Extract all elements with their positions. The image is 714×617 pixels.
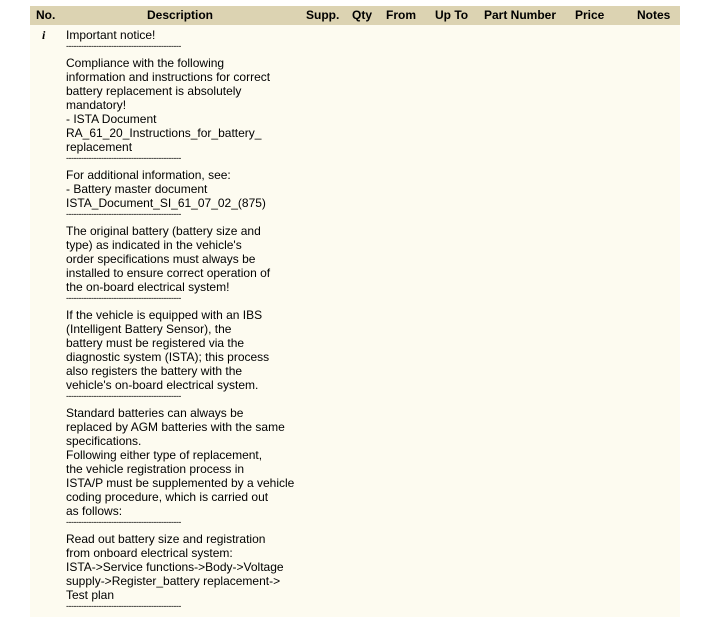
description-line: ISTA/P must be supplemented by a vehicle — [66, 476, 295, 490]
description-line: specifications. — [66, 434, 142, 448]
header-part-number: Part Number — [484, 8, 557, 22]
description-line: supply->Register_battery replacement-> — [66, 574, 281, 588]
description-line: from onboard electrical system: — [66, 546, 233, 560]
description-line: replacement — [66, 140, 133, 154]
description-line: The original battery (battery size and — [66, 224, 261, 238]
description-line: For additional information, see: — [66, 168, 231, 182]
header-qty: Qty — [352, 8, 373, 22]
description-line: the vehicle registration process in — [66, 462, 245, 476]
description-line: ISTA_Document_SI_61_07_02_(875) — [66, 196, 266, 210]
separator-line: ---------------------------------------------- — [66, 602, 181, 611]
description-line: replaced by AGM batteries with the same — [66, 420, 285, 434]
description-line: installed to ensure correct operation of — [66, 266, 271, 280]
description-line: also registers the battery with the — [66, 364, 243, 378]
header-from: From — [386, 8, 416, 22]
description-line: If the vehicle is equipped with an IBS — [66, 308, 263, 322]
description-line: diagnostic system (ISTA); this process — [66, 350, 270, 364]
description-line: Test plan — [66, 588, 115, 602]
separator-line: ---------------------------------------------- — [66, 42, 181, 51]
description-line: battery replacement is absolutely — [66, 84, 242, 98]
description-line: RA_61_20_Instructions_for_battery_ — [66, 126, 262, 140]
description-line: type) as indicated in the vehicle's — [66, 238, 242, 252]
description-line: coding procedure, which is carried out — [66, 490, 269, 504]
description-line: battery must be registered via the — [66, 336, 245, 350]
header-description: Description — [147, 8, 214, 22]
separator-line: ---------------------------------------------- — [66, 154, 181, 163]
separator-line: ---------------------------------------------- — [66, 294, 181, 303]
header-up-to: Up To — [435, 8, 469, 22]
separator-line: ---------------------------------------------- — [66, 392, 181, 401]
info-icon: i — [42, 28, 46, 42]
description-line: ISTA->Service functions->Body->Voltage — [66, 560, 284, 574]
header-notes: Notes — [637, 8, 671, 22]
header-no: No. — [36, 8, 56, 22]
description-line: (Intelligent Battery Sensor), the — [66, 322, 232, 336]
description-line: vehicle's on-board electrical system. — [66, 378, 259, 392]
header-supp: Supp. — [306, 8, 340, 22]
description-line: the on-board electrical system! — [66, 280, 230, 294]
separator-line: ---------------------------------------------- — [66, 518, 181, 527]
description-line: - ISTA Document — [66, 112, 157, 126]
parts-table — [30, 6, 680, 617]
description-line: Important notice! — [66, 28, 156, 42]
description-line: mandatory! — [66, 98, 127, 112]
separator-line: ---------------------------------------------- — [66, 210, 181, 219]
description-line: as follows: — [66, 504, 123, 518]
table-header-row — [30, 6, 680, 25]
header-price: Price — [575, 8, 605, 22]
description-line: - Battery master document — [66, 182, 208, 196]
description-line: information and instructions for correct — [66, 70, 271, 84]
row-description — [66, 28, 306, 616]
description-line: Compliance with the following — [66, 56, 225, 70]
description-line: order specifications must always be — [66, 252, 256, 266]
description-line: Standard batteries can always be — [66, 406, 244, 420]
description-line: Read out battery size and registration — [66, 532, 266, 546]
description-line: Following either type of replacement, — [66, 448, 263, 462]
